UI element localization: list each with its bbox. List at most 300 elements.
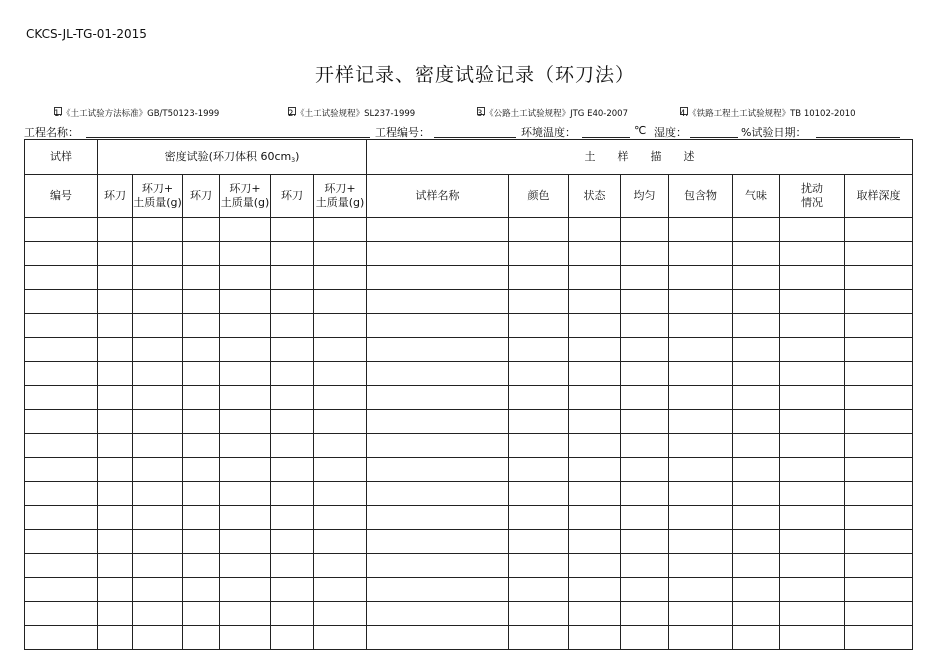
table-cell[interactable]	[220, 338, 271, 362]
table-cell[interactable]	[733, 218, 780, 242]
table-cell[interactable]	[669, 482, 733, 506]
table-cell[interactable]	[509, 338, 569, 362]
table-cell[interactable]	[314, 482, 367, 506]
table-cell[interactable]	[845, 218, 913, 242]
table-cell[interactable]	[621, 506, 669, 530]
table-cell[interactable]	[183, 458, 220, 482]
table-cell[interactable]	[845, 626, 913, 650]
table-cell[interactable]	[669, 266, 733, 290]
table-cell[interactable]	[621, 362, 669, 386]
document-title: 开样记录、密度试验记录（环刀法）	[314, 64, 635, 86]
color-header: 颜色	[509, 175, 569, 218]
table-cell[interactable]	[183, 290, 220, 314]
table-cell[interactable]	[569, 338, 621, 362]
table-cell[interactable]	[669, 218, 733, 242]
table-row	[25, 434, 913, 458]
table-cell[interactable]	[733, 506, 780, 530]
table-row	[25, 578, 913, 602]
table-cell[interactable]	[367, 362, 509, 386]
table-cell[interactable]	[669, 578, 733, 602]
table-cell[interactable]	[133, 290, 183, 314]
table-cell[interactable]	[845, 266, 913, 290]
table-cell[interactable]	[314, 578, 367, 602]
table-cell[interactable]	[271, 266, 314, 290]
table-cell[interactable]	[25, 338, 98, 362]
odor-header: 气味	[733, 175, 780, 218]
table-cell[interactable]	[183, 218, 220, 242]
table-cell[interactable]	[271, 626, 314, 650]
table-cell[interactable]	[25, 506, 98, 530]
table-cell[interactable]	[314, 314, 367, 338]
table-cell[interactable]	[733, 482, 780, 506]
table-cell[interactable]	[733, 290, 780, 314]
table-cell[interactable]	[220, 386, 271, 410]
table-cell[interactable]	[183, 554, 220, 578]
table-row	[25, 530, 913, 554]
table-cell[interactable]	[271, 506, 314, 530]
table-row	[25, 362, 913, 386]
table-cell[interactable]	[133, 482, 183, 506]
table-cell[interactable]	[367, 554, 509, 578]
table-cell[interactable]	[133, 530, 183, 554]
table-cell[interactable]	[621, 242, 669, 266]
table-cell[interactable]	[367, 314, 509, 338]
table-cell[interactable]	[271, 314, 314, 338]
table-cell[interactable]	[271, 242, 314, 266]
table-cell[interactable]	[569, 482, 621, 506]
table-cell[interactable]	[271, 482, 314, 506]
table-cell[interactable]	[133, 314, 183, 338]
table-cell[interactable]	[271, 434, 314, 458]
table-cell[interactable]	[271, 410, 314, 434]
table-cell[interactable]	[220, 482, 271, 506]
table-cell[interactable]	[509, 506, 569, 530]
table-cell[interactable]	[733, 458, 780, 482]
table-cell[interactable]	[780, 338, 845, 362]
table-cell[interactable]	[669, 410, 733, 434]
table-cell[interactable]	[271, 458, 314, 482]
table-cell[interactable]	[314, 458, 367, 482]
table-cell[interactable]	[509, 578, 569, 602]
table-cell[interactable]	[271, 530, 314, 554]
table-cell[interactable]	[220, 410, 271, 434]
table-cell[interactable]	[133, 410, 183, 434]
table-cell[interactable]	[569, 314, 621, 338]
table-cell[interactable]	[845, 242, 913, 266]
table-cell[interactable]	[509, 362, 569, 386]
table-cell[interactable]	[621, 314, 669, 338]
table-cell[interactable]	[509, 410, 569, 434]
table-row	[25, 386, 913, 410]
env-temp-field[interactable]	[582, 137, 630, 138]
depth-header: 取样深度	[845, 175, 913, 218]
table-cell[interactable]	[367, 482, 509, 506]
table-cell[interactable]	[133, 386, 183, 410]
table-cell[interactable]	[780, 314, 845, 338]
table-cell[interactable]	[509, 434, 569, 458]
table-cell[interactable]	[845, 506, 913, 530]
table-cell[interactable]	[733, 362, 780, 386]
table-cell[interactable]	[621, 290, 669, 314]
table-cell[interactable]	[367, 266, 509, 290]
table-cell[interactable]	[314, 362, 367, 386]
table-cell[interactable]	[220, 530, 271, 554]
table-cell[interactable]	[780, 410, 845, 434]
table-cell[interactable]	[845, 578, 913, 602]
table-cell[interactable]	[367, 410, 509, 434]
table-cell[interactable]	[845, 386, 913, 410]
table-cell[interactable]	[733, 338, 780, 362]
table-cell[interactable]	[183, 314, 220, 338]
table-cell[interactable]	[845, 554, 913, 578]
table-cell[interactable]	[367, 290, 509, 314]
table-cell[interactable]	[509, 386, 569, 410]
table-cell[interactable]	[314, 602, 367, 626]
table-cell[interactable]	[780, 218, 845, 242]
table-cell[interactable]	[220, 554, 271, 578]
table-cell[interactable]	[669, 554, 733, 578]
table-cell[interactable]	[569, 386, 621, 410]
table-cell[interactable]	[780, 386, 845, 410]
table-cell[interactable]	[669, 386, 733, 410]
table-cell[interactable]	[669, 530, 733, 554]
table-cell[interactable]	[314, 530, 367, 554]
ring-header-2: 环刀	[183, 175, 220, 218]
table-cell[interactable]	[780, 482, 845, 506]
table-row	[25, 242, 913, 266]
table-cell[interactable]	[183, 578, 220, 602]
table-cell[interactable]	[621, 578, 669, 602]
table-cell[interactable]	[25, 218, 98, 242]
table-cell[interactable]	[220, 362, 271, 386]
table-cell[interactable]	[845, 602, 913, 626]
table-row	[25, 290, 913, 314]
table-cell[interactable]	[669, 362, 733, 386]
table-cell[interactable]	[509, 554, 569, 578]
table-cell[interactable]	[98, 362, 133, 386]
table-cell[interactable]	[780, 458, 845, 482]
table-cell[interactable]	[367, 338, 509, 362]
table-cell[interactable]	[98, 410, 133, 434]
table-cell[interactable]	[98, 218, 133, 242]
table-cell[interactable]	[98, 578, 133, 602]
table-cell[interactable]	[621, 218, 669, 242]
table-cell[interactable]	[733, 386, 780, 410]
table-cell[interactable]	[25, 362, 98, 386]
table-cell[interactable]	[367, 218, 509, 242]
table-cell[interactable]	[314, 338, 367, 362]
table-cell[interactable]	[569, 506, 621, 530]
table-cell[interactable]	[669, 242, 733, 266]
table-cell[interactable]	[271, 290, 314, 314]
table-cell[interactable]	[183, 434, 220, 458]
disturbance-header: 扰动 情况	[780, 175, 845, 218]
table-cell[interactable]	[845, 362, 913, 386]
table-cell[interactable]	[183, 362, 220, 386]
table-cell[interactable]	[271, 386, 314, 410]
table-cell[interactable]	[621, 626, 669, 650]
table-cell[interactable]	[780, 578, 845, 602]
table-cell[interactable]	[183, 386, 220, 410]
table-cell[interactable]	[220, 242, 271, 266]
table-cell[interactable]	[271, 218, 314, 242]
table-cell[interactable]	[733, 266, 780, 290]
table-cell[interactable]	[845, 530, 913, 554]
test-date-field[interactable]	[816, 137, 900, 138]
table-cell[interactable]	[220, 626, 271, 650]
table-cell[interactable]	[98, 242, 133, 266]
table-cell[interactable]	[780, 530, 845, 554]
table-cell[interactable]	[220, 458, 271, 482]
table-cell[interactable]	[220, 506, 271, 530]
table-cell[interactable]	[271, 554, 314, 578]
table-cell[interactable]	[569, 554, 621, 578]
table-cell[interactable]	[845, 458, 913, 482]
table-cell[interactable]	[98, 506, 133, 530]
table-cell[interactable]	[25, 242, 98, 266]
table-cell[interactable]	[367, 434, 509, 458]
table-cell[interactable]	[621, 458, 669, 482]
table-cell[interactable]	[220, 434, 271, 458]
table-cell[interactable]	[669, 506, 733, 530]
table-cell[interactable]	[845, 290, 913, 314]
table-cell[interactable]	[669, 338, 733, 362]
table-cell[interactable]	[314, 386, 367, 410]
table-cell[interactable]	[367, 458, 509, 482]
table-cell[interactable]	[845, 434, 913, 458]
standards-list: 1.《土工试验方法标准》GB/T50123-1999 2.《土工试验规程》SL237-1999 3.《公路土工试验规程》JTG E40-2007 4.《铁路工程土工试验规程》TB 10102-2010	[54, 109, 856, 119]
table-cell[interactable]	[733, 602, 780, 626]
table-cell[interactable]	[367, 626, 509, 650]
table-cell[interactable]	[780, 602, 845, 626]
table-cell[interactable]	[25, 458, 98, 482]
table-cell[interactable]	[509, 242, 569, 266]
table-cell[interactable]	[509, 530, 569, 554]
table-cell[interactable]	[780, 506, 845, 530]
table-cell[interactable]	[509, 314, 569, 338]
table-cell[interactable]	[621, 266, 669, 290]
table-cell[interactable]	[569, 530, 621, 554]
table-cell[interactable]	[98, 626, 133, 650]
table-cell[interactable]	[271, 602, 314, 626]
sample-header-bottom: 编号	[25, 175, 98, 218]
table-cell[interactable]	[780, 554, 845, 578]
table-cell[interactable]	[367, 242, 509, 266]
table-cell[interactable]	[569, 410, 621, 434]
table-cell[interactable]	[669, 602, 733, 626]
table-cell[interactable]	[220, 218, 271, 242]
table-cell[interactable]	[271, 362, 314, 386]
table-cell[interactable]	[845, 314, 913, 338]
table-cell[interactable]	[621, 410, 669, 434]
table-cell[interactable]	[133, 434, 183, 458]
table-cell[interactable]	[25, 554, 98, 578]
table-cell[interactable]	[25, 482, 98, 506]
table-cell[interactable]	[569, 218, 621, 242]
table-cell[interactable]	[569, 266, 621, 290]
table-cell[interactable]	[733, 626, 780, 650]
document-code: CKCS-JL-TG-01-2015	[26, 27, 147, 41]
table-cell[interactable]	[133, 242, 183, 266]
table-cell[interactable]	[133, 626, 183, 650]
table-row	[25, 554, 913, 578]
table-cell[interactable]	[314, 290, 367, 314]
table-cell[interactable]	[133, 266, 183, 290]
table-cell[interactable]	[314, 410, 367, 434]
table-cell[interactable]	[98, 554, 133, 578]
table-cell[interactable]	[98, 314, 133, 338]
table-cell[interactable]	[733, 314, 780, 338]
humidity-field[interactable]	[690, 137, 738, 138]
table-cell[interactable]	[98, 386, 133, 410]
table-cell[interactable]	[569, 434, 621, 458]
table-cell[interactable]	[845, 338, 913, 362]
table-cell[interactable]	[133, 362, 183, 386]
table-cell[interactable]	[183, 530, 220, 554]
table-cell[interactable]	[271, 338, 314, 362]
table-cell[interactable]	[183, 242, 220, 266]
sample-header-top: 试样	[25, 140, 98, 175]
table-cell[interactable]	[220, 290, 271, 314]
table-cell[interactable]	[569, 290, 621, 314]
table-cell[interactable]	[780, 434, 845, 458]
density-header: 密度试验(环刀体积 60cm3)	[98, 140, 367, 175]
table-cell[interactable]	[845, 410, 913, 434]
table-cell[interactable]	[25, 602, 98, 626]
table-cell[interactable]	[98, 602, 133, 626]
table-cell[interactable]	[25, 434, 98, 458]
table-cell[interactable]	[133, 218, 183, 242]
table-cell[interactable]	[133, 602, 183, 626]
table-cell[interactable]	[621, 386, 669, 410]
table-cell[interactable]	[183, 602, 220, 626]
table-cell[interactable]	[845, 482, 913, 506]
table-cell[interactable]	[98, 290, 133, 314]
table-cell[interactable]	[314, 266, 367, 290]
state-header: 状态	[569, 175, 621, 218]
table-cell[interactable]	[314, 506, 367, 530]
table-cell[interactable]	[314, 242, 367, 266]
table-cell[interactable]	[25, 626, 98, 650]
table-cell[interactable]	[25, 290, 98, 314]
table-cell[interactable]	[220, 266, 271, 290]
table-cell[interactable]	[509, 602, 569, 626]
table-cell[interactable]	[669, 290, 733, 314]
table-cell[interactable]	[367, 578, 509, 602]
table-cell[interactable]	[621, 530, 669, 554]
table-cell[interactable]	[780, 242, 845, 266]
table-cell[interactable]	[569, 602, 621, 626]
table-cell[interactable]	[98, 338, 133, 362]
table-cell[interactable]	[133, 554, 183, 578]
table-cell[interactable]	[183, 626, 220, 650]
table-cell[interactable]	[183, 482, 220, 506]
project-name-field[interactable]	[86, 137, 370, 138]
project-no-label: 工程编号：	[375, 126, 430, 139]
table-cell[interactable]	[509, 482, 569, 506]
table-cell[interactable]	[314, 434, 367, 458]
table-cell[interactable]	[780, 290, 845, 314]
table-cell[interactable]	[133, 578, 183, 602]
table-cell[interactable]	[621, 482, 669, 506]
table-cell[interactable]	[569, 362, 621, 386]
table-cell[interactable]	[733, 410, 780, 434]
table-cell[interactable]	[669, 626, 733, 650]
table-cell[interactable]	[621, 338, 669, 362]
table-cell[interactable]	[25, 314, 98, 338]
table-cell[interactable]	[314, 554, 367, 578]
table-cell[interactable]	[25, 410, 98, 434]
table-cell[interactable]	[314, 626, 367, 650]
table-cell[interactable]	[98, 434, 133, 458]
table-cell[interactable]	[314, 218, 367, 242]
table-cell[interactable]	[621, 554, 669, 578]
table-cell[interactable]	[25, 386, 98, 410]
table-cell[interactable]	[780, 626, 845, 650]
soil-description-header: 土 样 描 述	[367, 140, 913, 175]
table-cell[interactable]	[367, 530, 509, 554]
table-cell[interactable]	[98, 482, 133, 506]
table-cell[interactable]	[183, 506, 220, 530]
table-cell[interactable]	[669, 434, 733, 458]
table-cell[interactable]	[133, 338, 183, 362]
table-cell[interactable]	[25, 266, 98, 290]
table-cell[interactable]	[733, 530, 780, 554]
table-cell[interactable]	[780, 362, 845, 386]
table-cell[interactable]	[569, 458, 621, 482]
table-cell[interactable]	[25, 530, 98, 554]
table-cell[interactable]	[183, 266, 220, 290]
project-no-field[interactable]	[434, 137, 516, 138]
table-cell[interactable]	[220, 602, 271, 626]
table-cell[interactable]	[271, 578, 314, 602]
table-cell[interactable]	[183, 410, 220, 434]
table-cell[interactable]	[733, 554, 780, 578]
table-cell[interactable]	[133, 458, 183, 482]
table-cell[interactable]	[509, 626, 569, 650]
table-cell[interactable]	[220, 578, 271, 602]
table-cell[interactable]	[669, 314, 733, 338]
table-row	[25, 410, 913, 434]
table-cell[interactable]	[509, 458, 569, 482]
table-cell[interactable]	[669, 458, 733, 482]
table-cell[interactable]	[621, 434, 669, 458]
table-cell[interactable]	[25, 578, 98, 602]
table-cell[interactable]	[733, 578, 780, 602]
inclusions-header: 包含物	[669, 175, 733, 218]
table-cell[interactable]	[367, 602, 509, 626]
table-cell[interactable]	[367, 506, 509, 530]
table-cell[interactable]	[733, 242, 780, 266]
ring-soil-mass-header-3: 环刀+ 土质量(g)	[314, 175, 367, 218]
table-cell[interactable]	[367, 386, 509, 410]
table-cell[interactable]	[183, 338, 220, 362]
table-cell[interactable]	[220, 314, 271, 338]
table-cell[interactable]	[621, 602, 669, 626]
table-cell[interactable]	[509, 266, 569, 290]
table-cell[interactable]	[133, 506, 183, 530]
table-cell[interactable]	[98, 266, 133, 290]
table-cell[interactable]	[733, 434, 780, 458]
table-cell[interactable]	[569, 242, 621, 266]
table-cell[interactable]	[509, 290, 569, 314]
table-cell[interactable]	[780, 266, 845, 290]
table-cell[interactable]	[569, 626, 621, 650]
table-cell[interactable]	[98, 530, 133, 554]
table-cell[interactable]	[98, 458, 133, 482]
table-cell[interactable]	[569, 578, 621, 602]
table-cell[interactable]	[509, 218, 569, 242]
